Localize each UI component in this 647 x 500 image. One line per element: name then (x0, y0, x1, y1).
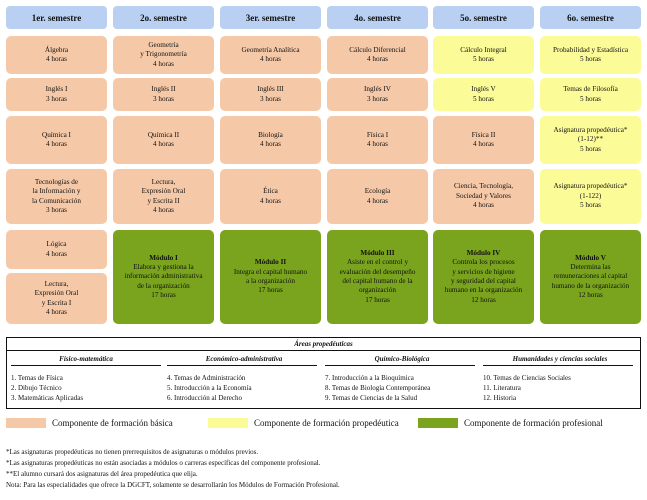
subject-title: Inglés V (471, 85, 496, 94)
subject-card (6, 36, 107, 74)
subject-hours: 4 horas (260, 196, 281, 205)
area-column-header: Físico-matemática (59, 355, 113, 363)
subject-hours: 3 horas (46, 205, 67, 214)
area-item: 8. Temas de Biología Contemporánea (325, 383, 431, 392)
propedeutic-areas-table (6, 337, 641, 409)
semester-header-3: 3er. semestre (220, 6, 321, 29)
footnote: **El alumno cursará dos asignaturas del área propedéutica que elija. (6, 469, 198, 478)
subject-hours: 3 horas (367, 94, 388, 103)
subject-hours: 4 horas (46, 249, 67, 258)
subject-hours: 4 horas (153, 140, 174, 148)
legend-swatch-basic (6, 418, 46, 428)
subject-hours: 4 horas (153, 205, 174, 214)
subject-card (113, 116, 214, 164)
module-hours: 12 horas (578, 291, 603, 300)
subject-card (113, 78, 214, 111)
subject-card (6, 169, 107, 224)
footnotes (6, 447, 340, 490)
module-title: Módulo IV (466, 248, 501, 257)
module-card (220, 230, 321, 324)
subject-title: Biología (258, 130, 283, 139)
subject-card (540, 78, 641, 111)
module-description: Determina las remuneraciones al capital humano de la organización (551, 262, 630, 290)
subject-title: Asignatura propedéutica* (1-12)** (553, 125, 628, 144)
footnote: Nota: Para las especialidades que ofrece la DGCFT, solamente se desarrollarán los Módulos de Formación Profesional. (6, 480, 340, 489)
area-column-items (167, 374, 252, 403)
subject-title: Química I (42, 130, 71, 139)
area-column-rule (11, 365, 161, 366)
legend-propedeutic (208, 418, 399, 428)
area-item: 12. Historia (483, 393, 517, 402)
subject-hours: 4 horas (367, 140, 388, 148)
subject-title: Inglés I (45, 85, 68, 94)
area-column-header: Humanidades y ciencias sociales (512, 355, 608, 363)
subject-card (540, 169, 641, 224)
area-column-header: Químico-Biológica (374, 355, 430, 363)
subject-hours: 5 horas (473, 55, 494, 63)
area-item: 2. Dibujo Técnico (11, 383, 62, 392)
module-hours: 17 horas (258, 286, 283, 295)
legend-basic (6, 418, 173, 428)
legend-professional (418, 418, 603, 428)
area-column-items (325, 374, 430, 403)
module-title: Módulo III (360, 248, 395, 257)
footnote: *Las asignaturas propedéuticas no tienen prerrequisitos de asignaturas o módulos previos. (6, 448, 259, 456)
subject-title: Álgebra (44, 45, 69, 54)
subject-title: Física I (366, 130, 389, 139)
areas-title: Áreas propedéuticas (294, 340, 353, 348)
subject-hours: 5 horas (580, 94, 601, 103)
area-column-rule (325, 365, 475, 366)
footnote: *Las asignaturas propedéuticas no están asociadas a módulos o carreras específicas del componente profesional. (6, 458, 321, 467)
semester-header-4: 4o. semestre (327, 6, 428, 29)
area-item: 9. Temas de Ciencias de la Salud (325, 393, 418, 402)
area-item: 5. Introducción a la Economía (167, 383, 252, 392)
subject-card (327, 36, 428, 74)
subject-card (433, 116, 534, 164)
subject-title: Lectura, Expresión Oral y Escrita I (34, 279, 79, 307)
subject-title: Probabilidad y Estadística (552, 45, 629, 54)
subject-title: Ecología (364, 187, 391, 196)
semester-header-6: 6o. semestre (540, 6, 641, 29)
subject-card (220, 116, 321, 164)
subject-hours: 4 horas (46, 55, 67, 63)
subject-hours: 5 horas (580, 55, 601, 63)
module-card (540, 230, 641, 324)
area-item: 7. Introducción a la Bioquímica (325, 374, 414, 382)
module-title: Módulo V (575, 253, 606, 262)
subject-title: Ética (263, 187, 278, 196)
subject-card (433, 169, 534, 224)
subject-card (113, 169, 214, 224)
module-description: Asiste en el control y evaluación del desempeño del capital humano de la organización (339, 258, 416, 295)
module-description: Integra el capital humano a la organización (233, 267, 308, 285)
subject-hours: 3 horas (153, 94, 174, 103)
subject-title: Temas de Filosofía (563, 85, 618, 94)
module-card (327, 230, 428, 324)
module-hours: 12 horas (471, 295, 496, 304)
subject-hours: 4 horas (473, 140, 494, 148)
semester-header-2: 2o. semestre (113, 6, 214, 29)
subject-title: Inglés IV (364, 85, 391, 94)
subject-card (6, 116, 107, 164)
subject-hours: 4 horas (473, 201, 494, 210)
module-description: Elabora y gestiona la información administrativa de la organización (124, 262, 203, 290)
area-column-rule (483, 365, 633, 366)
subject-hours: 4 horas (46, 140, 67, 148)
subject-hours: 3 horas (46, 94, 67, 103)
subject-card (220, 169, 321, 224)
subject-card (6, 273, 107, 324)
area-column-rule (167, 365, 317, 366)
subject-title: Inglés III (257, 85, 284, 94)
area-column-header: Económico-administrativa (205, 355, 283, 363)
subject-card (6, 78, 107, 111)
legend-label: Componente de formación propedéutica (254, 418, 399, 428)
legend-swatch-professional (418, 418, 458, 428)
subject-hours: 4 horas (46, 307, 67, 316)
subject-hours: 4 horas (153, 59, 174, 68)
subject-card (540, 116, 641, 164)
area-item: 1. Temas de Física (11, 374, 63, 382)
subject-hours: 4 horas (367, 196, 388, 205)
subject-card (327, 169, 428, 224)
subject-card (220, 78, 321, 111)
subject-title: Geometría Analítica (241, 45, 300, 54)
semester-header-1: 1er. semestre (6, 6, 107, 29)
subject-hours: 4 horas (260, 140, 281, 148)
areas-divider (7, 350, 640, 351)
subject-title: Física II (471, 130, 496, 139)
subject-hours: 4 horas (367, 55, 388, 63)
area-item: 11. Literatura (483, 383, 521, 392)
subject-hours: 5 horas (580, 201, 601, 210)
area-item: 3. Matemáticas Aplicadas (11, 393, 84, 402)
subject-card (433, 36, 534, 74)
area-column-items (11, 374, 83, 403)
subject-title: Geometría y Trigonometría (140, 40, 187, 59)
area-item: 6. Introducción al Derecho (167, 393, 243, 402)
subject-card (433, 78, 534, 111)
subject-hours: 3 horas (260, 94, 281, 103)
subject-title: Asignatura propedéutica* (1-122) (553, 182, 628, 200)
area-column-items (483, 374, 571, 403)
subject-card (6, 230, 107, 269)
subject-title: Lectura, Expresión Oral y Escrita II (141, 177, 186, 205)
module-title: Módulo II (254, 258, 287, 267)
subject-hours: 4 horas (260, 55, 281, 63)
subject-title: Ciencia, Tecnología, Sociedad y Valores (453, 182, 514, 200)
subject-card (327, 78, 428, 111)
legend-label: Componente de formación profesional (464, 418, 603, 428)
subject-card (327, 116, 428, 164)
subject-title: Inglés II (151, 85, 176, 94)
module-title: Módulo I (149, 253, 178, 262)
area-item: 4. Temas de Administración (167, 374, 246, 382)
legend-swatch-propedeutic (208, 418, 248, 428)
subject-title: Cálculo Integral (460, 45, 507, 54)
subject-hours: 5 horas (580, 144, 601, 153)
subject-title: Tecnologías de la Información y la Comunicación (32, 177, 81, 205)
module-card (113, 230, 214, 324)
semester-header-5: 5o. semestre (433, 6, 534, 29)
legend-label: Componente de formación básica (52, 418, 173, 428)
module-description: Controla los procesos y servicios de higiene y seguridad del capital humano en la organización (444, 258, 523, 295)
subject-hours: 5 horas (473, 94, 494, 103)
area-item: 10. Temas de Ciencias Sociales (483, 374, 571, 382)
module-card (433, 230, 534, 324)
subject-title: Cálculo Diferencial (349, 45, 406, 54)
module-hours: 17 horas (151, 291, 176, 300)
subject-title: Lógica (46, 240, 67, 249)
subject-card (220, 36, 321, 74)
subject-title: Química II (147, 130, 180, 139)
subject-card (540, 36, 641, 74)
subject-card (113, 36, 214, 74)
module-hours: 17 horas (365, 295, 390, 304)
